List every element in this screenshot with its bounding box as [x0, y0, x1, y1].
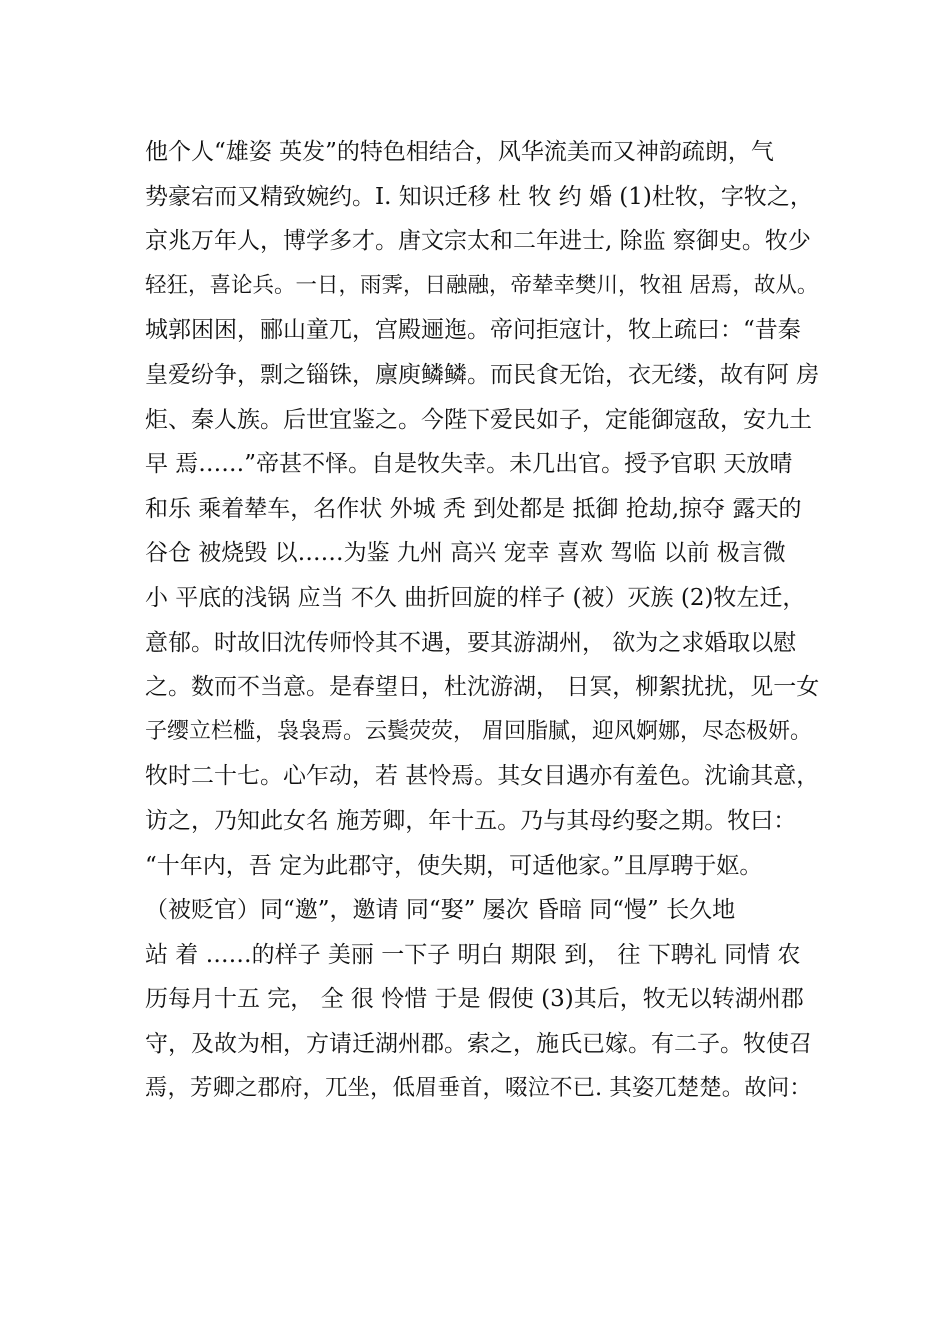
text-line: 城郭困困，郦山童兀，宫殿逦迤。帝问拒寇计，牧上疏曰：“昔秦 — [145, 317, 801, 344]
text-line: 炬、秦人族。后世宜鉴之。今陛下爱民如子，定能御寇敌，安九土 — [145, 406, 812, 433]
text-line: 站 着 ……的样子 美丽 一下子 明白 期限 到， 往 下聘礼 同情 农 — [145, 941, 801, 968]
text-line: “十年内，吾 定为此郡守，使失期，可适他家。”且厚聘于妪。 — [145, 852, 763, 879]
text-line: 守，及故为相，方请迁湖州郡。索之，施氏已嫁。有二子。牧使召 — [145, 1030, 812, 1057]
body-text — [145, 130, 825, 1111]
text-line: 轻狂，喜论兵。一日，雨霁，日融融，帝辇幸樊川，牧祖 居焉，故从。 — [145, 272, 819, 298]
text-line: 之。数而不当意。是春望日，杜沈游湖， 日冥，柳絮扰扰，见一女 — [145, 674, 820, 701]
text-line: 谷仓 被烧毁 以……为鉴 九州 高兴 宠幸 喜欢 驾临 以前 极言微 — [145, 540, 786, 567]
text-line: 他个人“雄姿 英发”的特色相结合，风华流美而又神韵疏朗，气 — [145, 139, 774, 165]
text-line: 早 焉……”帝甚不怿。自是牧失幸。未几出官。授予官职 天放晴 — [145, 451, 793, 478]
text-line: 皇爱纷争，剽之锱铢，廪庾鳞鳞。而民食无饴，衣无缕，故有阿 房 — [145, 361, 820, 388]
text-line: 子缨立栏槛，袅袅焉。云鬓荧荧， 眉回脂腻，迎风婀娜，尽态极妍。 — [145, 718, 812, 744]
text-line: 小 平底的浅锅 应当 不久 曲折回旋的样子 (被）灭族 (2)牧左迁， — [145, 584, 806, 611]
text-line: 访之，乃知此女名 施芳卿，年十五。乃与其母约娶之期。牧曰： — [145, 807, 797, 834]
text-line: 势豪宕而又精致婉约。I. 知识迁移 杜 牧 约 婚 (1)杜牧，字牧之， — [145, 183, 813, 210]
text-line: 焉，芳卿之郡府，兀坐，低眉垂首，啜泣不已. 其姿兀楚楚。故问： — [145, 1075, 812, 1102]
text-line: 意郁。时故旧沈传师怜其不遇，要其游湖州， 欲为之求婚取以慰 — [145, 629, 797, 656]
text-line: 京兆万年人，博学多才。唐文宗太和二年进士, 除监 察御史。牧少 — [145, 228, 811, 255]
text-line: 历每月十五 完， 全 很 怜惜 于是 假使 (3)其后，牧无以转湖州郡 — [145, 986, 804, 1013]
text-line: （被贬官）同“邀”，邀请 同“娶” 屡次 昏暗 同“慢” 长久地 — [145, 897, 736, 924]
text-line: 和乐 乘着辇车，名作状 外城 秃 到处都是 抵御 抢劫,掠夺 露天的 — [145, 495, 802, 522]
text-line: 牧时二十七。心乍动，若 甚怜焉。其女目遇亦有羞色。沈谕其意， — [145, 763, 820, 790]
